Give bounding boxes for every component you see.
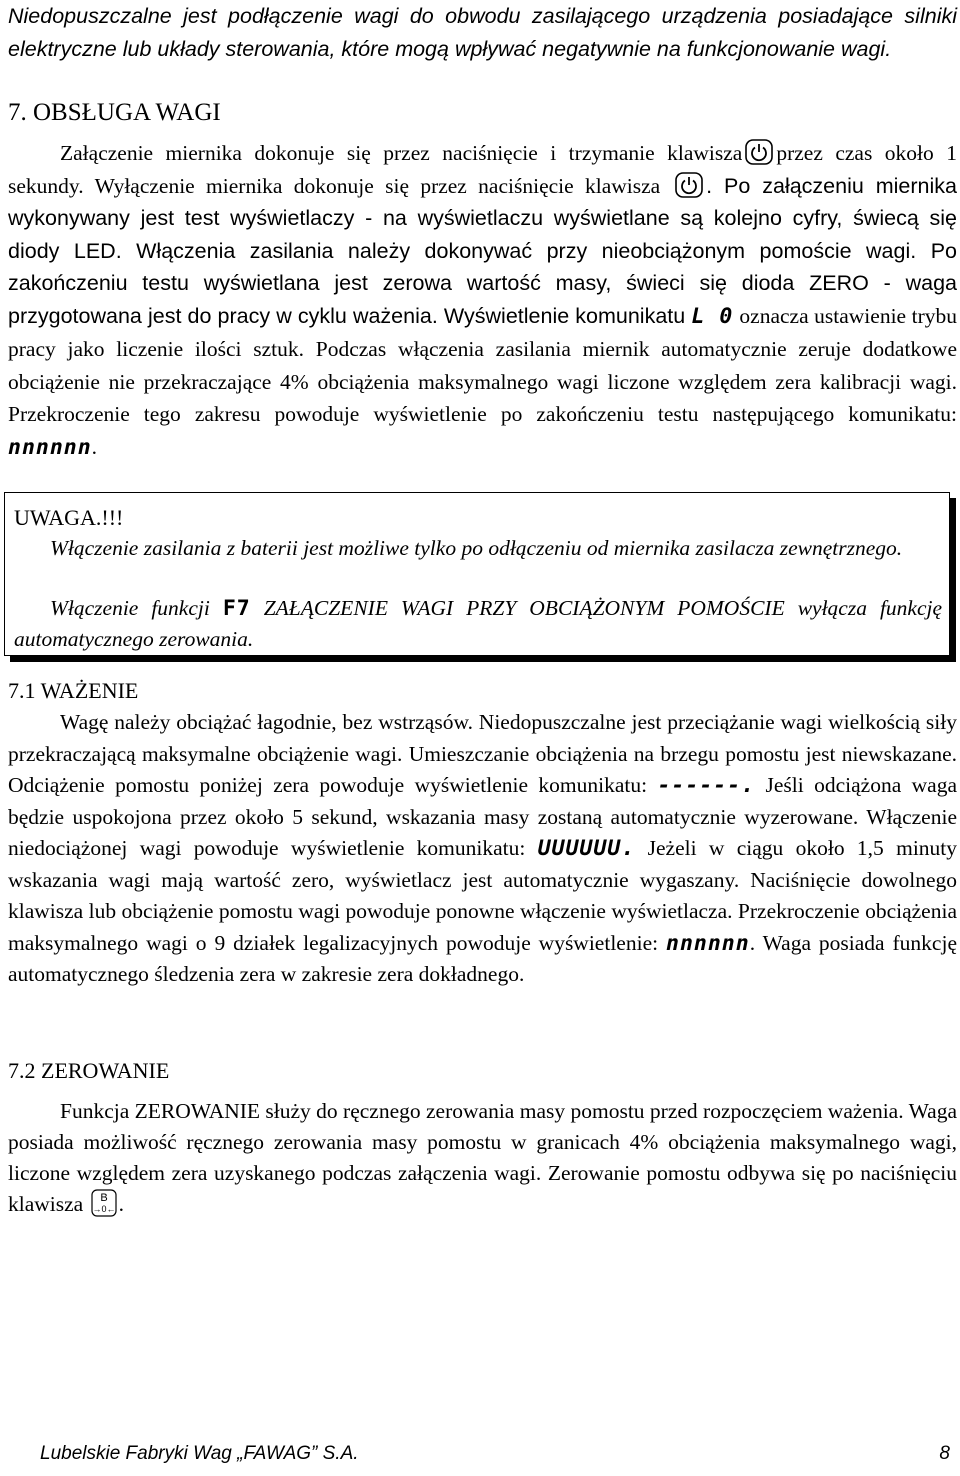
warning-title: UWAGA.!!! xyxy=(14,505,124,530)
warning-line-1: Włączenie zasilania z baterii jest możliwe tylko po odłączeniu od miernika zasilacza zewnętrznego. xyxy=(50,536,903,560)
power-icon xyxy=(675,172,703,198)
section-7-text-2: przez czas około 1 sekundy. Wyłączenie miernika dokonuje się przez naciśnięcie klawisza xyxy=(8,141,957,198)
footer-page-number: 8 xyxy=(939,1443,950,1464)
svg-text:B: B xyxy=(99,1192,108,1204)
warning-line-2 xyxy=(14,593,942,654)
section-71-text-4: . Waga posiada funkcję automatycznego śledzenia zera w zakresie zera dokładnego. xyxy=(8,930,957,986)
section-72-paragraph xyxy=(8,1096,957,1220)
warning-line-2-a: Włączenie funkcji xyxy=(50,596,210,620)
section-7-text-5: . xyxy=(91,434,98,459)
section-7-heading: 7. OBSŁUGA WAGI xyxy=(8,99,221,126)
section-72-text-2: . xyxy=(118,1192,124,1216)
warning-line-2-b: ZAŁĄCZENIE WAGI PRZY OBCIĄŻONYM POMOŚCIE wyłącza funkcję automatycznego zerowania. xyxy=(14,596,943,651)
footer-company: Lubelskie Fabryki Wag „FAWAG” S.A. xyxy=(40,1443,359,1464)
section-71-text-3: Jeżeli w ciągu około 1,5 minuty wskazania wagi mają wartość zero, wyświetlacz jest automatycznie wygaszany. Naciśnięcie dowolnego klawisza lub obciążenie pomostu wagi powoduje ponowne włączenie wyświetlacza. Przekroczenie obciążenia maksymalnego wagi o 9 działek legalizacyjnych powoduje wyświetlenie: xyxy=(8,836,958,955)
warning-box xyxy=(4,492,950,656)
section-7-text-3: . Po załączeniu miernika wykonywany jest test wyświetlaczy - na wyświetlaczu wyświetlane są kolejno cyfry, świecą się diody LED. Włączenia zasilania należy dokonywać przy nieobciążonym pomoście wagi. Po zakończeniu testu wyświetlana jest zerowa wartość masy, świeci się dioda ZERO - waga przygotowana jest do pracy w cyklu ważenia. Wyświetlenie komunikatu xyxy=(8,173,957,328)
power-icon xyxy=(745,139,773,165)
lcd-underload-message: ------. xyxy=(657,773,756,798)
lcd-uuu-message: UUUUUU. xyxy=(537,836,636,861)
section-71-text-2: Jeśli odciążona waga będzie uspokojona przez około 5 sekund, wskazania masy zostaną automatycznie wyzerowane. Włączenie niedociążonej wagi powoduje wyświetlenie komunikatu: xyxy=(8,773,957,860)
section-71-text-1: Wagę należy obciążać łagodnie, bez wstrząsów. Niedopuszczalne jest przeciążanie wagi wielkością siły przekraczającą maksymalne obciążenie wagi. Umieszczanie obciążenia na brzegu pomostu jest niewskazane. Odciążenie pomostu poniżej zera powoduje wyświetlenie komunikatu: xyxy=(8,710,957,797)
zero-key-icon xyxy=(91,1189,117,1217)
lcd-lo-message: L 0 xyxy=(691,303,734,329)
function-code-f7: F7 xyxy=(222,596,251,621)
section-72-text-1: Funkcja ZEROWANIE służy do ręcznego zerowania masy pomostu przed rozpoczęciem ważenia. Waga posiada możliwość ręcznego zerowania masy pomostu w granicach 4% obciążenia maksymalnego wagi, liczone względem zera uzyskanego podczas załączenia wagi. Zerowanie pomostu odbywa się po naciśnięciu klawisza xyxy=(8,1099,957,1216)
svg-text:→0←: →0← xyxy=(92,1204,116,1214)
section-72-heading: 7.2 ZEROWANIE xyxy=(8,1058,170,1083)
section-7-text-1: Załączenie miernika dokonuje się przez naciśnięcie i trzymanie klawisza xyxy=(60,141,743,165)
section-7-text-4: oznacza ustawienie trybu pracy jako liczenie ilości sztuk. Podczas włączenia zasilania miernik automatycznie zeruje dodatkowe obciążenie nie przekraczające 4% obciążenia maksymalnego wagi liczone względem zera kalibracji wagi. Przekroczenie tego zakresu powoduje wyświetlenie po zakończeniu testu następującego komunikatu: xyxy=(8,303,957,426)
lcd-overload-message: nnnnnn xyxy=(8,434,92,460)
section-7-paragraph xyxy=(8,137,957,464)
section-71-heading: 7.1 WAŻENIE xyxy=(8,678,139,703)
intro-paragraph: Niedopuszczalne jest podłączenie wagi do obwodu zasilającego urządzenia posiadające silniki elektryczne lub układy sterowania, które mogą wpływać negatywnie na funkcjonowanie wagi. xyxy=(8,4,957,61)
section-71-paragraph xyxy=(8,707,957,991)
lcd-overload-message-2: nnnnnn xyxy=(666,930,750,956)
